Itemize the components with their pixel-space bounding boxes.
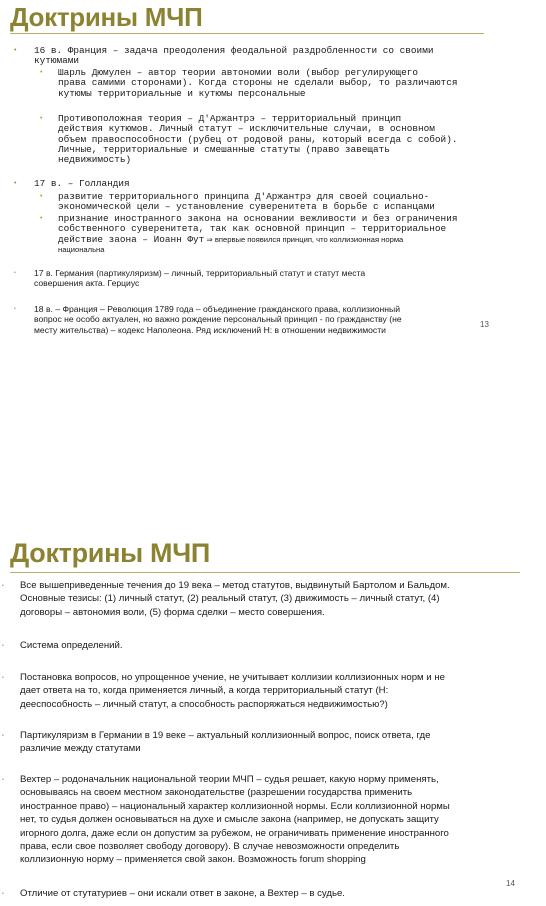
slide-13	[0, 0, 546, 452]
bullet-icon: •	[14, 47, 17, 54]
bullet-icon: •	[2, 583, 4, 589]
bullet-icon: •	[2, 733, 4, 739]
slide-title: Доктрины МЧП	[10, 2, 203, 32]
list-item-text: Все вышеприведенные течения до 19 века – метод статутов, выдвинутый Бартолом и Бальдом. Основные тезисы: (1) личный статут, (2) реальный статут, (3) движимость – личный статут, (4) договоры – автономия воли, (5) форма сделки – место совершения.	[20, 580, 450, 618]
bullet-icon: •	[40, 115, 43, 122]
bullet-icon: •	[2, 675, 4, 681]
page-number: 14	[506, 879, 515, 888]
list-item-tail-text: ⇒ впервые появился принцип, что коллизионная норма национальна	[58, 234, 404, 254]
slide-14	[0, 452, 546, 906]
title-divider	[10, 572, 520, 573]
list-item-text: Отличие от стутатуриев – они искали ответ в законе, а Вехтер – в судье.	[20, 888, 345, 899]
bullet-icon: •	[40, 69, 43, 76]
page-number: 13	[480, 320, 489, 329]
list-item-text: Постановка вопросов, но упрощенное учение, не учитывает коллизии коллизионных норм и не дает ответа на то, когда применяется личный, а когда территориальный статут (Н: дееспособность – личный статут, а способность распоряжаться недвижимостью?)	[20, 672, 445, 710]
list-item-text: развитие территориального принципа Д'Аржантрэ для своей социально- экономической цели – установление суверенитета в борьбе с испанцами	[58, 191, 435, 213]
list-item-text: Шарль Дюмулен – автор теории автономии воли (выбор регулирующего права самими сторонами). Когда стороны не сделали выбор, то различаются кутюмы территориальные и кутюмы персональные	[58, 67, 458, 99]
bullet-icon: •	[14, 180, 17, 187]
title-divider	[10, 33, 484, 34]
bullet-icon: •	[40, 193, 43, 200]
bullet-icon: •	[40, 215, 43, 222]
bullet-icon: •	[14, 306, 16, 312]
slide-title: Доктрины МЧП	[10, 538, 211, 568]
list-item-text: Система определений.	[20, 640, 123, 651]
list-item-text: 18 в. – Франция – Революция 1789 года – объединение гражданского права, коллизионный вопрос не особо актуален, но важно рождение персональный принцип - по гражданству (не месту жительства) – кодекс Наполеона. Ряд исключений Н: в отношении недвижимости	[34, 304, 402, 335]
list-item-text: Партикуляризм в Германии в 19 веке – актуальный коллизионный вопрос, поиск ответа, где различие между статутами	[20, 730, 431, 755]
list-item-text: Вехтер – родоначальник национальной теории МЧП – судья решает, какую норму применять, основываясь на своем местном законодательстве (разрешении государства применить иностранное право) – национальный характер коллизионной нормы. Если коллизионной нормы нет, то судья должен основываться на духе и смысле закона (например, не допускать защиту игорного долга, даже если он допустим за рубежом, не ограничивать применение иностранного права, если свое позволяет свободу договору). В случае невозможности определить коллизионную норму – применяется свой закон. Возможность forum shopping	[20, 774, 450, 866]
list-item-text: 17 в. Германия (партикуляризм) – личный, территориальный статут и статут места совершения акта. Герциус	[34, 268, 366, 289]
list-item-text: 17 в. – Голландия	[34, 178, 130, 189]
list-item-text: 16 в. Франция – задача преодоления феодальной раздробленности со своими кутюмами	[34, 45, 434, 67]
list-item-text: Противоположная теория – Д'Аржантрэ – территориальный принцип действия кутюмов. Личный статут – исключительные случаи, в основном объем правоспособности (рубец от родовой раны, который всегда с собой). Личные, территориальные и смешанные статуты (право завещать недвижимость)	[58, 113, 458, 166]
bullet-icon: •	[2, 777, 4, 783]
list-item-main-text: признание иностранного закона на основании вежливости и без ограничения собственного суверенитета, так как основной принцип – территориальное действие заона – Иоанн Фут	[58, 213, 458, 245]
bullet-icon: •	[2, 643, 4, 649]
list-item-text	[58, 214, 528, 255]
bullet-icon: •	[2, 891, 4, 897]
bullet-icon: •	[14, 270, 16, 276]
